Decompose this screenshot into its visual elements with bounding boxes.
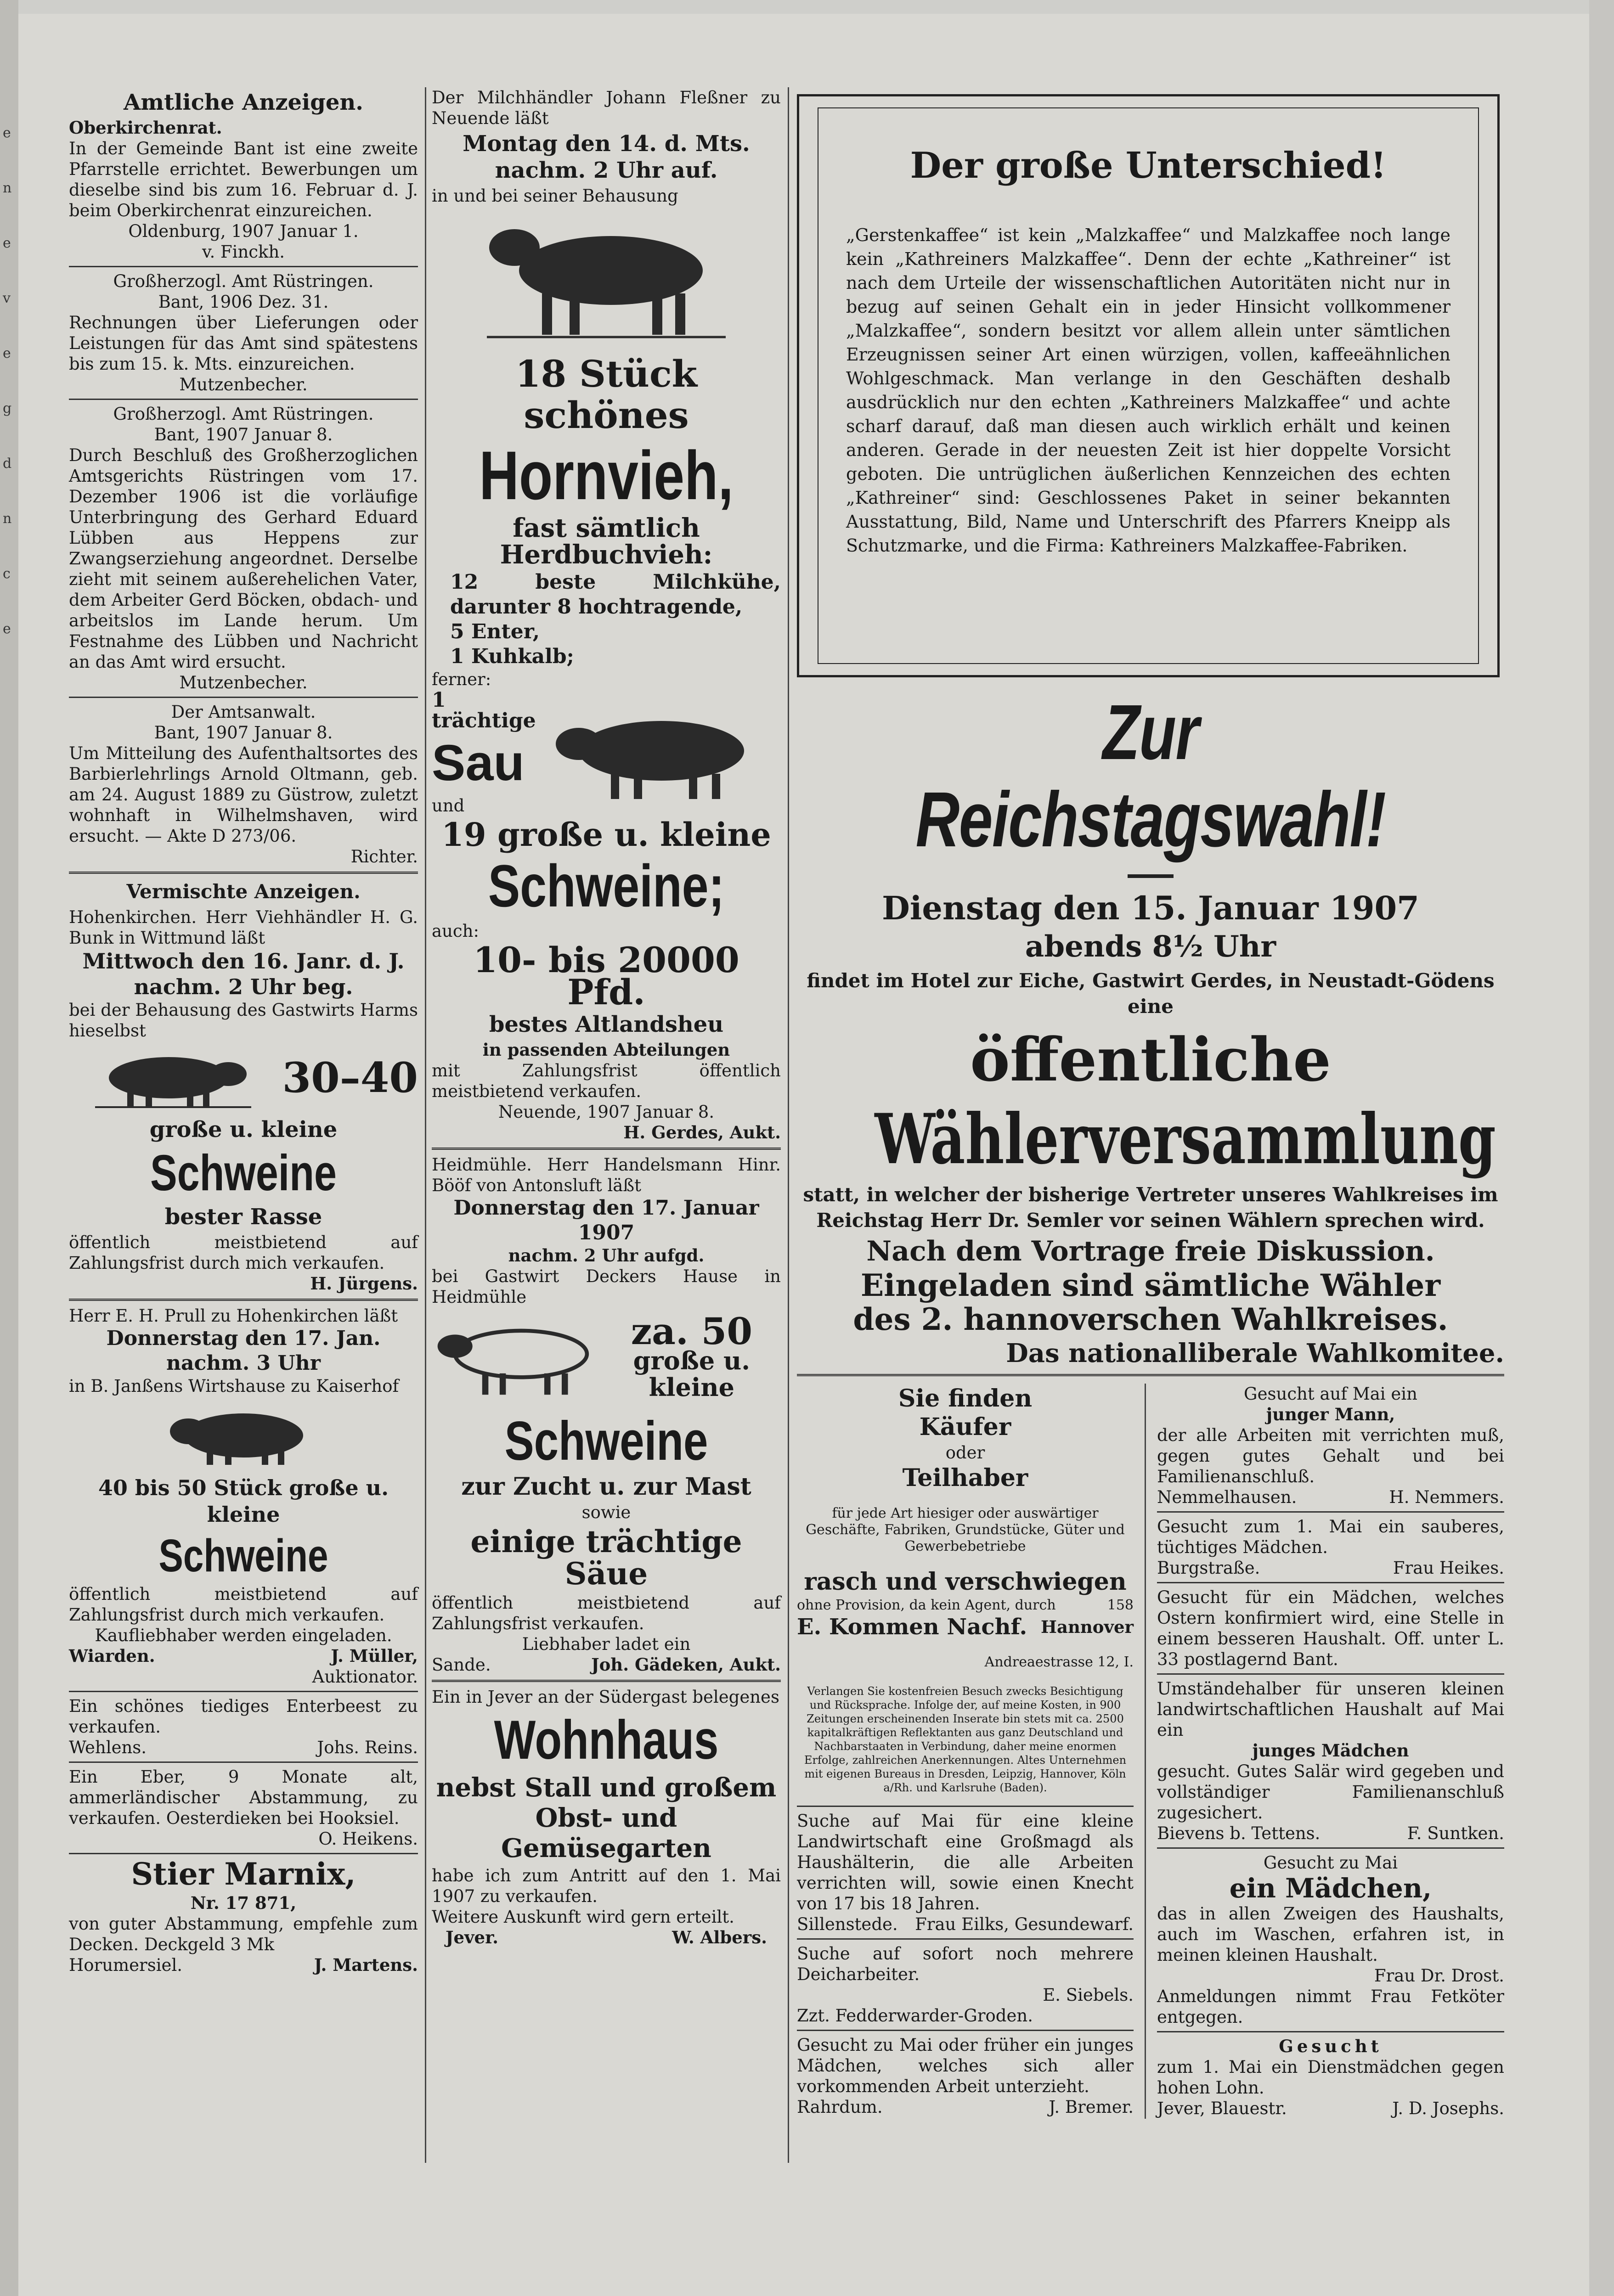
sow-ad-row [432, 690, 781, 816]
ad-signature: J. Müller, [331, 1646, 418, 1666]
ad-text: Ein in Jever an der Südergast belegenes [432, 1687, 779, 1707]
notice-date: Bant, 1906 Dez. 31. [158, 292, 329, 312]
ad-text: Hohenkirchen. Herr Viehhändler H. G. Bunk in Wittmund läßt [69, 907, 418, 948]
ad-terms: öffentlich meistbietend auf Zahlungsfrist durch mich verkaufen. [69, 1584, 418, 1625]
pig-ad-row [432, 1307, 781, 1408]
ad-footer [432, 1927, 781, 1948]
small-ads-right [1146, 1384, 1504, 2119]
ad-place: bei der Behausung des Gastwirts Harms hieselbst [69, 1000, 418, 1041]
small-ads-left [797, 1384, 1146, 2119]
ad-number: Nr. 17 871, [190, 1893, 297, 1913]
ad-text: das in allen Zweigen des Haushalts, auch im Waschen, erfahren ist, in meinen kleinen Haushalt. [1157, 1904, 1504, 1965]
ad-terms: öffentlich meistbietend auf Zahlungsfrist verkaufen. [432, 1593, 781, 1633]
divider [69, 1853, 418, 1854]
ad-place: Wiarden. [69, 1646, 155, 1666]
margin-mark: e [3, 235, 11, 251]
divider [69, 697, 418, 698]
ad-footer [1157, 2098, 1504, 2119]
election-place: findet im Hotel zur Eiche, Gastwirt Gerdes, in Neustadt-Gödens eine [807, 969, 1495, 1018]
pig-illustration-icon [161, 1401, 326, 1470]
margin-mark: e [3, 345, 11, 361]
ad-signature: Frau Heikes. [1393, 1558, 1504, 1578]
ad-text: auch: [432, 921, 479, 941]
sow-label [432, 690, 542, 816]
divider [797, 1806, 1134, 1807]
kathreiner-ad-inner [818, 107, 1479, 664]
cow-illustration-icon [478, 211, 735, 349]
ad-signature: Joh. Gädeken, Aukt. [591, 1654, 781, 1675]
ad-time: nachm. 2 Uhr aufgd. [508, 1245, 705, 1266]
notice-text: Um Mitteilung des Aufenthaltsortes des Barbierlehrlings Arnold Oltmann, geb. am 24. August 1889 zu Güstrow, zuletzt wohnhaft in Wilhelmshaven, wird ersucht. — Akte D 273/06. [69, 743, 418, 846]
ad-subline: bestes Altlandsheu [489, 1012, 724, 1037]
divider [432, 1680, 781, 1682]
ad-headline: Sau [432, 735, 525, 791]
ad-subline: nebst Stall und großem Obst- und Gemüsegarten [436, 1773, 777, 1863]
notice-title: Der Amtsanwalt. [171, 702, 316, 722]
sow-illustration-icon [542, 700, 772, 806]
election-headline: Zur Reichstagswahl! [915, 689, 1386, 863]
ad-text: Heidmühle. Herr Handelsmann Hinr. Bööf von Antonsluft läßt [432, 1155, 781, 1195]
divider [1157, 1582, 1504, 1583]
ad-text: oder [945, 1443, 985, 1463]
notice-title: Oberkirchenrat. [69, 118, 222, 138]
ad-footer [797, 1597, 1134, 1614]
ad-text: Gesucht zu Mai [1263, 1853, 1398, 1873]
ad-footer [797, 1914, 1134, 1935]
ad-headline: Schweine [158, 1530, 328, 1581]
column-3 [797, 689, 1504, 2119]
ad-subline: rasch und verschwiegen [804, 1568, 1127, 1596]
ad-text: und [432, 796, 465, 816]
ad-company: E. Kommen Nachf. [797, 1614, 1027, 1640]
ad-text: Suche auf sofort noch mehrere Deicharbeiter. [797, 1944, 1134, 1984]
ad-footer [1157, 1823, 1504, 1844]
ad-headline: Schweine; [488, 852, 725, 919]
ad-footer [69, 1955, 418, 1975]
column-rule-1 [425, 87, 426, 2163]
ad-subline: bester Rasse [164, 1204, 322, 1230]
pig-illustration-icon [432, 1307, 603, 1408]
margin-mark: g [3, 400, 12, 416]
ad-subline: in passenden Abteilungen [482, 1040, 730, 1060]
ad-date: Neuende, 1907 Januar 8. [498, 1102, 715, 1122]
ad-text: Ein schönes tiediges Enterbeest zu verkaufen. [69, 1696, 418, 1737]
ad-footer [432, 1654, 781, 1675]
ad-list-item: 1 Kuhkalb; [450, 645, 574, 668]
ad-footer [1157, 1487, 1504, 1508]
ad-headline: einige trächtige Säue [470, 1524, 742, 1592]
ad-place: Sillenstede. [797, 1914, 898, 1934]
ad-text: Herr E. H. Prull zu Hohenkirchen läßt [69, 1306, 398, 1326]
election-big-2: Wählerversammlung [875, 1099, 1496, 1180]
ad-list-item: 12 beste Milchkühe, darunter 8 hochtragende, [450, 570, 781, 619]
ad-kind: große u. kleine [149, 1117, 338, 1142]
ad-terms: mit Zahlungsfrist öffentlich meistbietend verkaufen. [432, 1061, 781, 1101]
divider [432, 1148, 781, 1150]
ad-signature: H. Gerdes, Aukt. [623, 1122, 781, 1142]
divider [69, 1299, 418, 1301]
ad-text: Der Milchhändler Johann Fleßner zu Neuende läßt [432, 88, 781, 128]
election-date: Dienstag den 15. Januar 1907 [882, 889, 1419, 927]
ad-headline: Teilhaber [902, 1464, 1028, 1492]
ad-signature: O. Heikens. [318, 1829, 418, 1849]
notice-title: Großherzogl. Amt Rüstringen. [113, 271, 374, 291]
ad-footer [69, 1646, 418, 1666]
election-big-1: öffentliche [970, 1024, 1331, 1095]
ad-text: Suche auf Mai für eine kleine Landwirtschaft eine Großmagd als Haushälterin, die alle Arbeiten verrichten will, sowie einen Knecht von 17 bis 18 Jahren. [797, 1811, 1134, 1913]
misc-notices-heading: Vermischte Anzeigen. [126, 880, 361, 903]
ad-footer [797, 1614, 1134, 1640]
notice-date: Bant, 1907 Januar 8. [154, 425, 333, 445]
ad-count: 30–40 [282, 1053, 418, 1102]
kathreiner-ad-title: Der große Unterschied! [910, 145, 1387, 186]
ad-footer [1157, 1558, 1504, 1578]
election-invite: Eingeladen sind sämtliche Wähler [860, 1267, 1441, 1303]
notice-signature: Richter. [350, 847, 418, 867]
notice-signature: Mutzenbecher. [179, 375, 308, 394]
ad-count: za. 50 [631, 1310, 752, 1353]
ad-place: Hannover [1041, 1616, 1134, 1637]
election-invite: des 2. hannoverschen Wahlkreises. [853, 1301, 1448, 1337]
notice-title: Großherzogl. Amt Rüstringen. [113, 404, 374, 424]
ad-signature: Frau Dr. Drost. [1374, 1966, 1504, 1986]
ad-headline: Schweine [504, 1410, 708, 1472]
divider [1157, 1847, 1504, 1849]
ad-footer [797, 2097, 1134, 2117]
notice-text: In der Gemeinde Bant ist eine zweite Pfarrstelle errichtet. Bewerbungen um dieselbe sind bis zum 16. Februar d. J. beim Oberkirchenrat einzureichen. [69, 139, 418, 220]
ad-headline: Käufer [919, 1413, 1011, 1441]
divider [69, 399, 418, 400]
ad-headline: Wohnhaus [494, 1709, 719, 1771]
pig-illustration-icon [90, 1046, 256, 1110]
divider [797, 1374, 1504, 1376]
margin-mark: n [3, 180, 12, 196]
ad-headline: ein Mädchen, [1229, 1873, 1432, 1904]
ad-terms: öffentlich meistbietend auf Zahlungsfrist durch mich verkaufen. [69, 1232, 418, 1273]
ad-text: Gesucht für ein Mädchen, welches Ostern konfirmiert wird, eine Stelle in einem besseren Haushalt. Off. unter L. 33 postlagernd Bant. [1157, 1587, 1504, 1669]
ad-amount: 10- bis 20000 Pfd. [473, 940, 739, 1013]
ad-list-item: 5 Enter, [450, 620, 540, 643]
ad-signature: H. Jürgens. [310, 1273, 418, 1294]
election-discussion: Nach dem Vortrage freie Diskussion. [866, 1235, 1435, 1267]
divider [1157, 1511, 1504, 1513]
ad-text: für jede Art hiesiger oder auswärtiger Geschäfte, Fabriken, Grundstücke, Güter und Gewerbebetriebe [806, 1505, 1125, 1554]
ad-text: der alle Arbeiten mit verrichten muß, gegen gutes Gehalt und bei Familienanschluß. [1157, 1425, 1504, 1486]
small-ads [797, 1384, 1504, 2119]
ad-place: in und bei seiner Behausung [432, 186, 678, 206]
margin-mark: n [3, 511, 12, 527]
ad-text: gesucht. Gutes Salär wird gegeben und vollständiger Familienanschluß zugesichert. [1157, 1761, 1504, 1823]
ad-headline: Hornvieh, [479, 437, 734, 514]
divider [69, 1691, 418, 1692]
page-edge-right [1589, 0, 1614, 2296]
ad-place: bei Gastwirt Deckers Hause in Heidmühle [432, 1266, 781, 1307]
ad-place: Jever. [446, 1927, 499, 1947]
ad-signature: Johs. Reins. [317, 1738, 418, 1757]
ad-signature: Frau Eilks, Gesundewarf. [915, 1914, 1134, 1934]
divider [797, 1938, 1134, 1940]
margin-marks [3, 106, 14, 657]
ad-place: Burgstraße. [1157, 1558, 1260, 1578]
ad-place: Zzt. Fedderwarder-Groden. [797, 2006, 1033, 2026]
divider [69, 1761, 418, 1763]
ad-text: sowie [581, 1503, 631, 1522]
column-1 [69, 87, 418, 1975]
ad-signature: H. Nemmers. [1389, 1487, 1504, 1507]
ad-date: Mittwoch den 16. Janr. d. J. nachm. 2 Uhr beg. [82, 949, 405, 999]
ad-subline: fast sämtlich Herdbuchvieh: [500, 513, 713, 570]
ad-place: in B. Janßens Wirtshause zu Kaiserhof [69, 1376, 399, 1396]
ad-place: Bievens b. Tettens. [1157, 1823, 1321, 1843]
ad-text: Gesucht zu Mai oder früher ein junges Mädchen, welches sich aller vorkommenden Arbeit unterzieht. [797, 2035, 1134, 2096]
ad-role: Auktionator. [312, 1667, 418, 1687]
ad-count: 40 bis 50 Stück große u. kleine [98, 1475, 389, 1527]
ad-place: Rahrdum. [797, 2097, 883, 2117]
ad-text: Liebhaber ladet ein [522, 1634, 691, 1654]
kathreiner-ad-box [797, 94, 1500, 677]
notice-date: Oldenburg, 1907 Januar 1. [128, 221, 359, 241]
ad-number: 158 [1107, 1597, 1134, 1613]
ad-date: Montag den 14. d. Mts. nachm. 2 Uhr auf. [463, 131, 750, 183]
pig-ad-count [603, 1310, 781, 1402]
ad-footer [69, 1737, 418, 1758]
ad-text: Ein Eber, 9 Monate alt, ammerländischer Abstammung, zu verkaufen. Oesterdieken bei Hooksiel. [69, 1767, 418, 1828]
ad-text: Gesucht auf Mai ein [1244, 1384, 1417, 1404]
column-2 [432, 87, 781, 1948]
margin-mark: e [3, 621, 11, 637]
ad-text: Umständehalber für unseren kleinen landwirtschaftlichen Haushalt auf Mai ein [1157, 1679, 1504, 1740]
ad-headline: junger Mann, [1266, 1404, 1395, 1424]
notice-date: Bant, 1907 Januar 8. [154, 723, 333, 743]
ad-date: Donnerstag den 17. Januar 1907 [453, 1196, 759, 1244]
ad-text: ohne Provision, da kein Agent, durch [797, 1597, 1056, 1613]
ad-place: Sande. [432, 1655, 491, 1675]
official-notices-heading: Amtliche Anzeigen. [124, 90, 363, 115]
ad-signature: F. Suntken. [1407, 1823, 1504, 1843]
pig-ad-row [69, 1041, 418, 1114]
ad-text: Weitere Auskunft wird gern erteilt. [432, 1907, 734, 1927]
divider [797, 2030, 1134, 2031]
ad-headline: junges Mädchen [1252, 1740, 1409, 1761]
ad-signature: J. Bremer. [1049, 2097, 1134, 2117]
ad-headline: Sie finden [898, 1384, 1033, 1412]
ad-headline: Gesucht [1279, 2036, 1383, 2056]
ad-address: Andreaestrasse 12, I. [984, 1654, 1134, 1670]
kathreiner-ad-text: „Gerstenkaffee“ ist kein „Malzkaffee“ und Malzkaffee noch lange kein „Kathreiners Malzkaffee“. Denn der echte „Kathreiner“ ist nach dem Urteile der wissenschaftlichen Autoritäten nicht nur in bezug auf seinen Gehalt ein in jeder Hinsicht vollkommener „Malzkaffee“, sondern besitzt vor allem allein unter sämtlichen Erzeugnissen seiner Art einen würzigen, vollen, kaffeeähnlichen Wohlgeschmack. Man verlange in den Geschäften deshalb ausdrücklich nur den echten „Kathreiners Malzkaffee“ und achte scharf darauf, daß man diesen auch wirklich erhält und keinen anderen. Gerade in der neuesten Zeit ist hier doppelte Vorsicht geboten. Die untrüglichen äußerlichen Kennzeichen des echten „Kathreiner“ sind: Geschlossenes Paket in seiner bekannten Ausstattung, Bild, Name und Unterschrift des Pfarrers Kneipp als Schutzmarke, und die Firma: Kathreiners Malzkaffee-Fabriken. [846, 225, 1450, 556]
ad-signature: E. Siebels. [1043, 1985, 1134, 2005]
notice-text: Rechnungen über Lieferungen oder Leistungen für das Amt sind spätestens bis zum 15. k. Mts. einzureichen. [69, 313, 418, 374]
divider [1157, 1673, 1504, 1675]
margin-mark: d [3, 456, 12, 472]
ad-headline: Stier Marnix, [131, 1856, 356, 1892]
ad-text: Kaufliebhaber werden eingeladen. [95, 1626, 392, 1645]
ad-text: Anmeldungen nimmt Frau Fetköter entgegen. [1157, 1986, 1504, 2027]
ad-small-print: Verlangen Sie kostenfreien Besuch zwecks Besichtigung und Rücksprache. Infolge der, auf meine Kosten, in 900 Zeitungen erscheinenden Inserate bin stets mit ca. 2500 kapitalkräftigen Reflektanten aus ganz Deutschland und Nachbarstaaten in Verbindung, daher meine enormen Erfolge, zahlreichen Anerkennungen. Altes Unternehmen mit eigenen Bureaus in Dresden, Leipzig, Hannover, Köln a/Rh. und Karlsruhe (Baden). [804, 1685, 1127, 1794]
ad-text: zum 1. Mai ein Dienstmädchen gegen hohen Lohn. [1157, 2057, 1504, 2098]
ad-count: 19 große u. kleine [441, 816, 771, 854]
notice-signature: v. Finckh. [202, 242, 285, 262]
ad-text: ferner: [432, 670, 491, 689]
notice-text: Durch Beschluß des Großherzoglichen Amtsgerichts Rüstringen vom 17. Dezember 1906 ist die vorläufige Unterbringung des Gerhard Eduard Lübben aus Heppens zur Zwangserziehung angeordnet. Derselbe zieht mit seinem außerehelichen Vater, dem Arbeiter Gerd Böcken, obdach- und arbeitslos im Lande herum. Um Festnahme des Lübben und Nachricht an das Amt wird ersucht. [69, 445, 418, 672]
ad-signature: J. D. Josephs. [1392, 2099, 1504, 2118]
ad-signature: W. Albers. [672, 1927, 767, 1947]
ad-text: Gesucht zum 1. Mai ein sauberes, tüchtiges Mädchen. [1157, 1517, 1504, 1557]
ad-kind: große u. kleine [633, 1346, 751, 1402]
election-signature: Das nationalliberale Wahlkomitee. [1006, 1338, 1504, 1368]
ad-place: Nemmelhausen. [1157, 1487, 1297, 1507]
margin-mark: v [3, 290, 11, 306]
ad-headline: Schweine [150, 1145, 337, 1201]
notice-signature: Mutzenbecher. [179, 673, 308, 692]
ad-text: von guter Abstammung, empfehle zum Decken. Deckgeld 3 Mk [69, 1914, 418, 1954]
ad-place: Horumersiel. [69, 1955, 183, 1975]
divider [1157, 2031, 1504, 2032]
election-text: statt, in welcher der bisherige Vertreter unseres Wahlkreises im Reichstag Herr Dr. Semler vor seinen Wählern sprechen wird. [803, 1183, 1498, 1232]
ad-date: Donnerstag den 17. Jan. nachm. 3 Uhr [106, 1327, 381, 1375]
ad-text: 1 trächtige [432, 688, 536, 732]
divider [1128, 874, 1174, 878]
margin-mark: e [3, 125, 11, 141]
margin-mark: c [3, 566, 11, 582]
election-time: abends 8½ Uhr [1025, 929, 1276, 964]
divider [69, 872, 418, 874]
ad-count: 18 Stück schönes [515, 352, 698, 437]
ad-signature: J. Martens. [314, 1955, 418, 1975]
ad-terms: habe ich zum Antritt auf den 1. Mai 1907 zu verkaufen. [432, 1866, 781, 1906]
ad-place: Wehlens. [69, 1738, 147, 1757]
column-rule-2 [788, 87, 789, 2163]
ad-place: Jever, Blauestr. [1157, 2099, 1287, 2118]
ad-subline: zur Zucht u. zur Mast [461, 1473, 751, 1501]
divider [69, 266, 418, 267]
